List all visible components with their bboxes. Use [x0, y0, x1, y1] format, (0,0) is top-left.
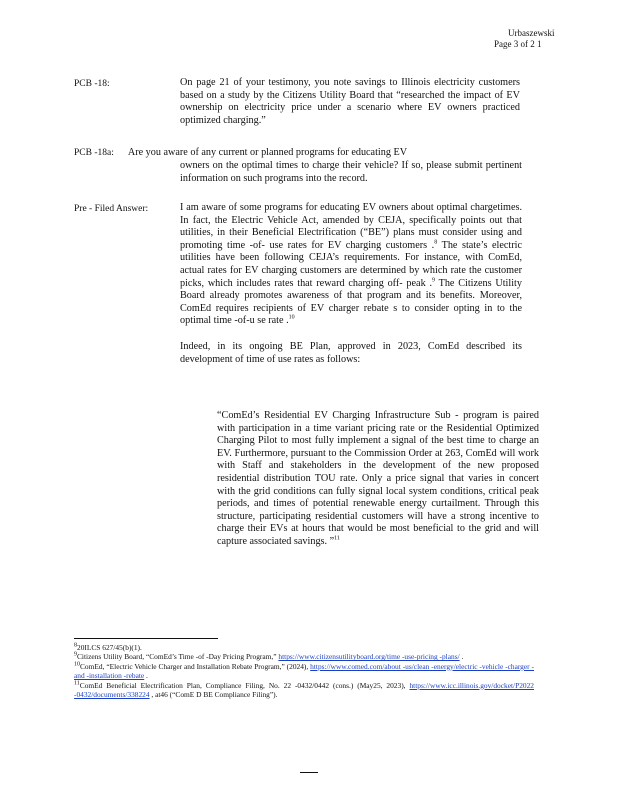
footnote-9	[74, 652, 534, 661]
page-bottom-mark	[300, 772, 318, 773]
question-18-text: On page 21 of your testimony, you note savings to Illinois electricity customers based on a study by the Citizens Utility Board that “researched the impact of EV ownership on electricity price under a scenario where EV owners practiced optimized charging.”	[180, 77, 520, 126]
block-quote	[217, 410, 539, 549]
answer-p1-part-a: I am aware of some programs for educating EV owners about optimal chargetimes. In fact, the Electric Vehicle Act, amended by CEJA, specifically points out that utilities, in their Beneficial Electrification (“BE”) plans must consider using and promoting time -of- use rates for EV charging customers .	[180, 202, 522, 251]
footnote-ref-8: 8	[434, 239, 438, 246]
footnote-8-text: 20ILCS 627/45(b)(1).	[77, 643, 142, 652]
page-header	[494, 28, 594, 50]
footnote-9-end: .	[459, 652, 464, 662]
footnote-11-text: ComEd Beneficial Electrification Plan, Compliance Filing, No. 22 -0432/0442 (cons.) (May25, 2023),	[79, 680, 410, 690]
page-number: Page 3 of 2 1	[494, 39, 542, 49]
footnote-10	[74, 662, 534, 681]
footnote-8-number: 8	[74, 642, 77, 649]
question-18a-text: owners on the optimal times to charge their vehicle? If so, please submit pertinent information on such programs into the record.	[180, 160, 522, 184]
author-name: Urbaszewski	[508, 28, 555, 38]
question-18a	[74, 147, 524, 160]
footnote-11-number: 11	[74, 680, 80, 687]
answer-label: Pre - Filed Answer:	[74, 204, 149, 214]
answer-p1-part-b: The state’s electric utilities have been following CEJA’s requirements. For instance, with ComEd, actual rates for EV charging customers are determined by which rate the customer picks, which includes rates that reward charging off- peak .	[180, 239, 522, 289]
block-quote-text: “ComEd’s Residential EV Charging Infrastructure Sub - program is paired with participation in a time variant pricing rate or the Residential Optimized Charging Pilot to most fully implement a signal of the best time to charge an EV. Furthermore, pursuant to the Commission Order at 263, ComEd will work with Staff and stakeholders in the development of the new proposed residential distribution TOU rate. Only a price signal that varies in concert with the grid conditions can fully signal local system conditions, critical peak periods, and times of potential renewable energy curtailment. Through this structure, participating residential customers will have a strong incentive to charge their EVs at hours that would be most beneficial to the grid and will capture associated savings. ”	[217, 410, 539, 547]
footnote-10-text: ComEd, “Electric Vehicle Charger and Installation Rebate Program,” (2024),	[80, 661, 311, 671]
footnote-9-text: Citizens Utility Board, “ComEd’s Time -of -Day Pricing Program,”	[77, 652, 279, 662]
footnotes	[74, 643, 534, 699]
footnote-ref-11: 11	[334, 535, 340, 542]
footnote-10-end: .	[144, 671, 148, 681]
footnote-ref-10: 10	[288, 314, 295, 321]
question-18a-label: PCB -18a:	[74, 148, 114, 158]
question-18a-lead: Are you aware of any current or planned programs for educating EV	[127, 147, 408, 158]
footnote-ref-9: 9	[432, 277, 435, 284]
answer-paragraph-2: Indeed, in its ongoing BE Plan, approved in 2023, ComEd described its development of time of use rates as follows:	[180, 341, 522, 365]
footnote-11	[74, 681, 534, 700]
footnote-8	[74, 643, 534, 652]
footnote-11-link[interactable]: https://www.icc.illinois.gov/docket/P2022 -0432/documents/338224	[74, 680, 534, 700]
question-18-label: PCB -18:	[74, 79, 110, 89]
answer-paragraph-1	[180, 202, 522, 328]
footnote-divider	[74, 638, 218, 639]
footnote-10-link[interactable]: https://www.comed.com/about -us/clean -energy/electric -vehicle -charger -and -installation -rebate	[74, 661, 534, 681]
answer-p1-part-c: The Citizens Utility Board already promotes awareness of that program and its benefits. Moreover, ComEd requires recipients of EV charger rebate s to consider opting in to the optimal time -of-u se rate .	[180, 277, 522, 327]
footnote-10-number: 10	[74, 661, 80, 668]
footnote-9-number: 9	[74, 651, 77, 658]
footnote-9-link[interactable]: https://www.citizensutilityboard.org/time -use-pricing -plans/	[278, 652, 460, 662]
footnote-11-end: , at46 (“ComE D BE Compliance Filing”).	[149, 690, 278, 700]
